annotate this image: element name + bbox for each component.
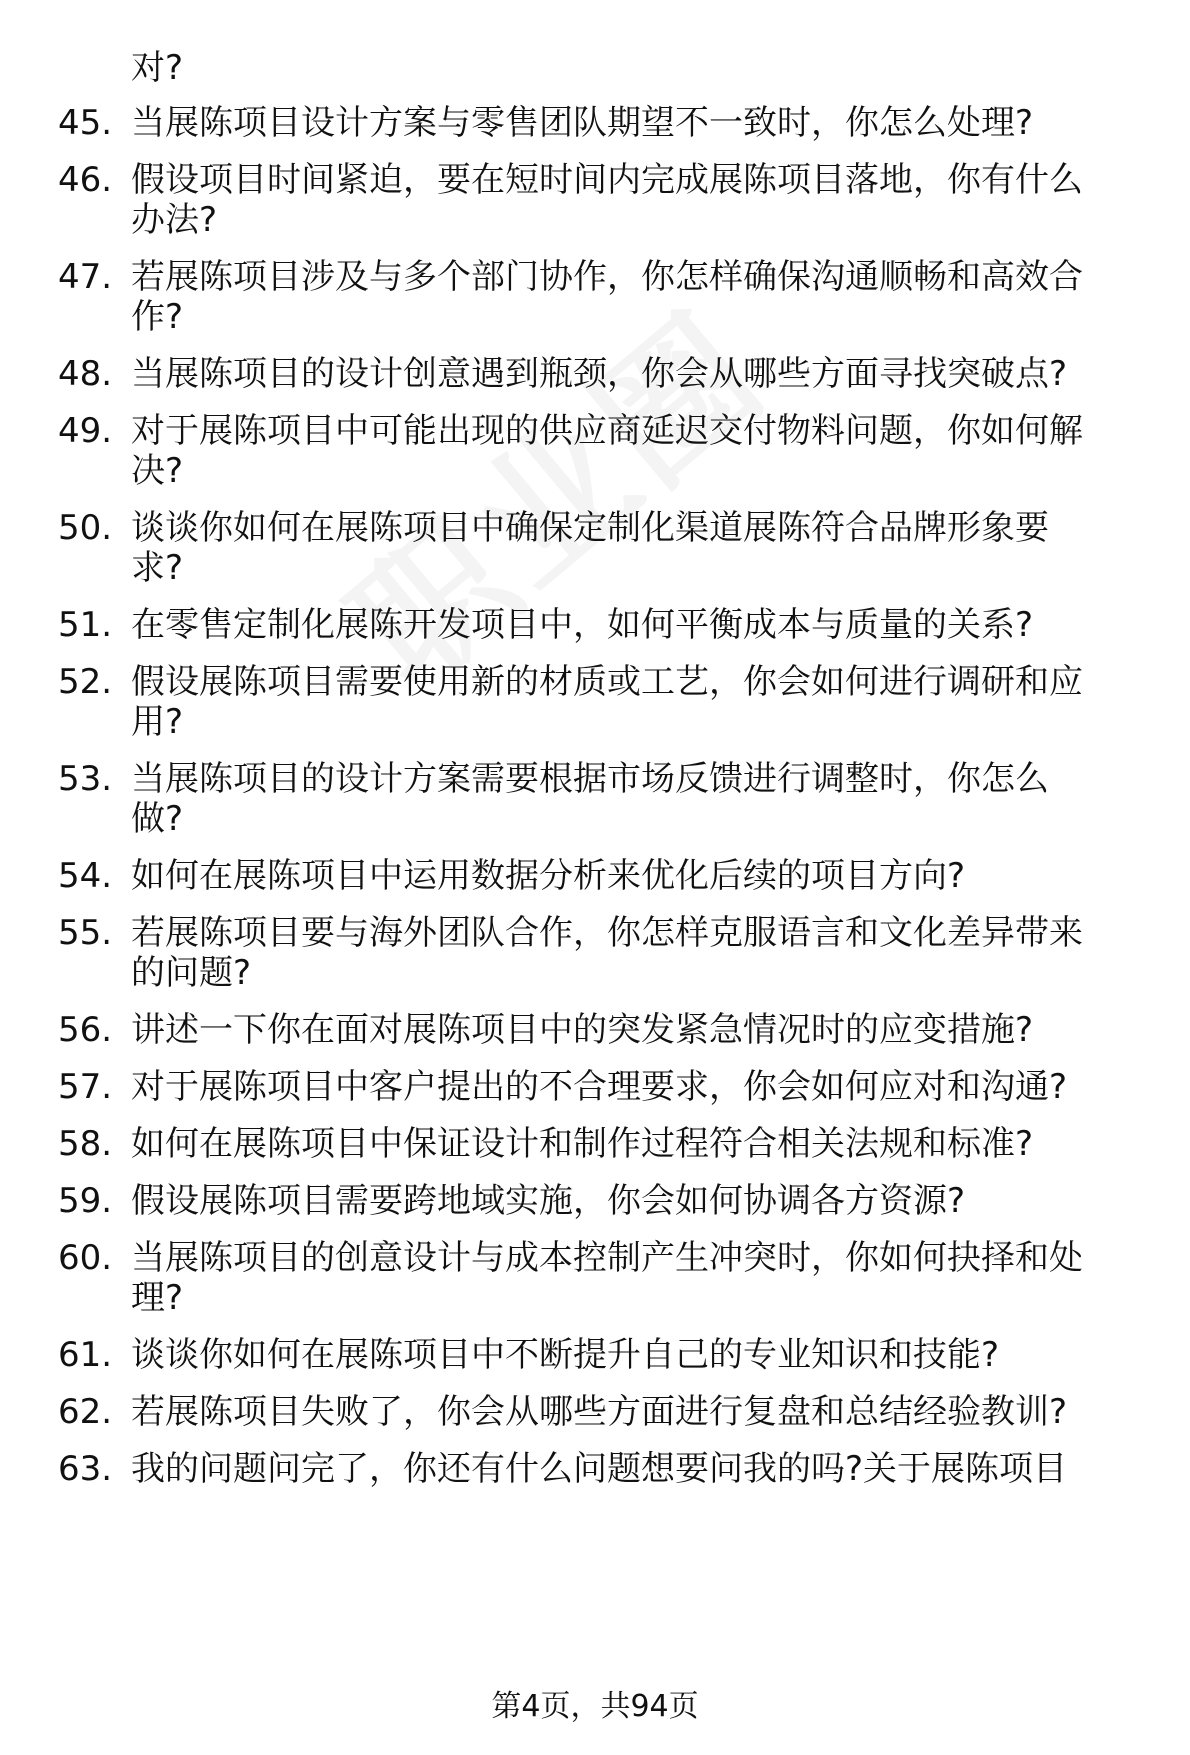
question-number: 47. — [58, 257, 113, 297]
question-text: 在零售定制化展陈开发项目中，如何平衡成本与质量的关系? — [131, 605, 1034, 645]
question-number: 49. — [58, 411, 113, 451]
question-text: 假设展陈项目需要使用新的材质或工艺，你会如何进行调研和应 — [131, 662, 1083, 702]
question-text: 如何在展陈项目中保证设计和制作过程符合相关法规和标准? — [131, 1124, 1034, 1164]
question-number: 53. — [58, 759, 113, 799]
question-number: 55. — [58, 913, 113, 953]
question-number: 59. — [58, 1181, 113, 1221]
question-number: 45. — [58, 103, 113, 143]
page-footer: 第4页，共94页 — [491, 1689, 699, 1724]
question-text: 若展陈项目失败了，你会从哪些方面进行复盘和总结经验教训? — [131, 1392, 1068, 1432]
question-number: 56. — [58, 1010, 113, 1050]
question-number: 54. — [58, 856, 113, 896]
question-text: 讲述一下你在面对展陈项目中的突发紧急情况时的应变措施? — [131, 1010, 1034, 1050]
question-text: 若展陈项目涉及与多个部门协作，你怎样确保沟通顺畅和高效合 — [131, 257, 1083, 297]
question-text: 理? — [131, 1278, 184, 1318]
question-text: 假设项目时间紧迫，要在短时间内完成展陈项目落地，你有什么 — [131, 160, 1083, 200]
question-text: 做? — [131, 799, 184, 839]
question-text: 当展陈项目的创意设计与成本控制产生冲突时，你如何抉择和处 — [131, 1238, 1083, 1278]
question-number: 46. — [58, 160, 113, 200]
question-text: 若展陈项目要与海外团队合作，你怎样克服语言和文化差异带来 — [131, 913, 1083, 953]
question-text: 办法? — [131, 200, 218, 240]
question-text: 如何在展陈项目中运用数据分析来优化后续的项目方向? — [131, 856, 966, 896]
question-number: 63. — [58, 1449, 113, 1489]
question-text: 谈谈你如何在展陈项目中确保定制化渠道展陈符合品牌形象要 — [131, 508, 1049, 548]
question-text: 我的问题问完了，你还有什么问题想要问我的吗?关于展陈项目 — [131, 1449, 1068, 1489]
question-number: 60. — [58, 1238, 113, 1278]
question-text: 当展陈项目设计方案与零售团队期望不一致时，你怎么处理? — [131, 103, 1034, 143]
question-text: 对于展陈项目中客户提出的不合理要求，你会如何应对和沟通? — [131, 1067, 1068, 1107]
question-text: 谈谈你如何在展陈项目中不断提升自己的专业知识和技能? — [131, 1335, 1000, 1375]
question-text: 对于展陈项目中可能出现的供应商延迟交付物料问题，你如何解 — [131, 411, 1083, 451]
question-text: 的问题? — [131, 953, 252, 993]
question-number: 58. — [58, 1124, 113, 1164]
question-text: 当展陈项目的设计方案需要根据市场反馈进行调整时，你怎么 — [131, 759, 1049, 799]
question-number: 50. — [58, 508, 113, 548]
question-text: 用? — [131, 702, 184, 742]
question-number: 62. — [58, 1392, 113, 1432]
question-number: 52. — [58, 662, 113, 702]
question-number: 51. — [58, 605, 113, 645]
question-number: 57. — [58, 1067, 113, 1107]
question-text: 决? — [131, 451, 184, 491]
question-number: 48. — [58, 354, 113, 394]
continuation-text: 对? — [131, 48, 184, 88]
question-text: 当展陈项目的设计创意遇到瓶颈，你会从哪些方面寻找突破点? — [131, 354, 1068, 394]
question-number: 61. — [58, 1335, 113, 1375]
question-text: 作? — [131, 297, 184, 337]
question-text: 假设展陈项目需要跨地域实施，你会如何协调各方资源? — [131, 1181, 966, 1221]
question-text: 求? — [131, 548, 184, 588]
